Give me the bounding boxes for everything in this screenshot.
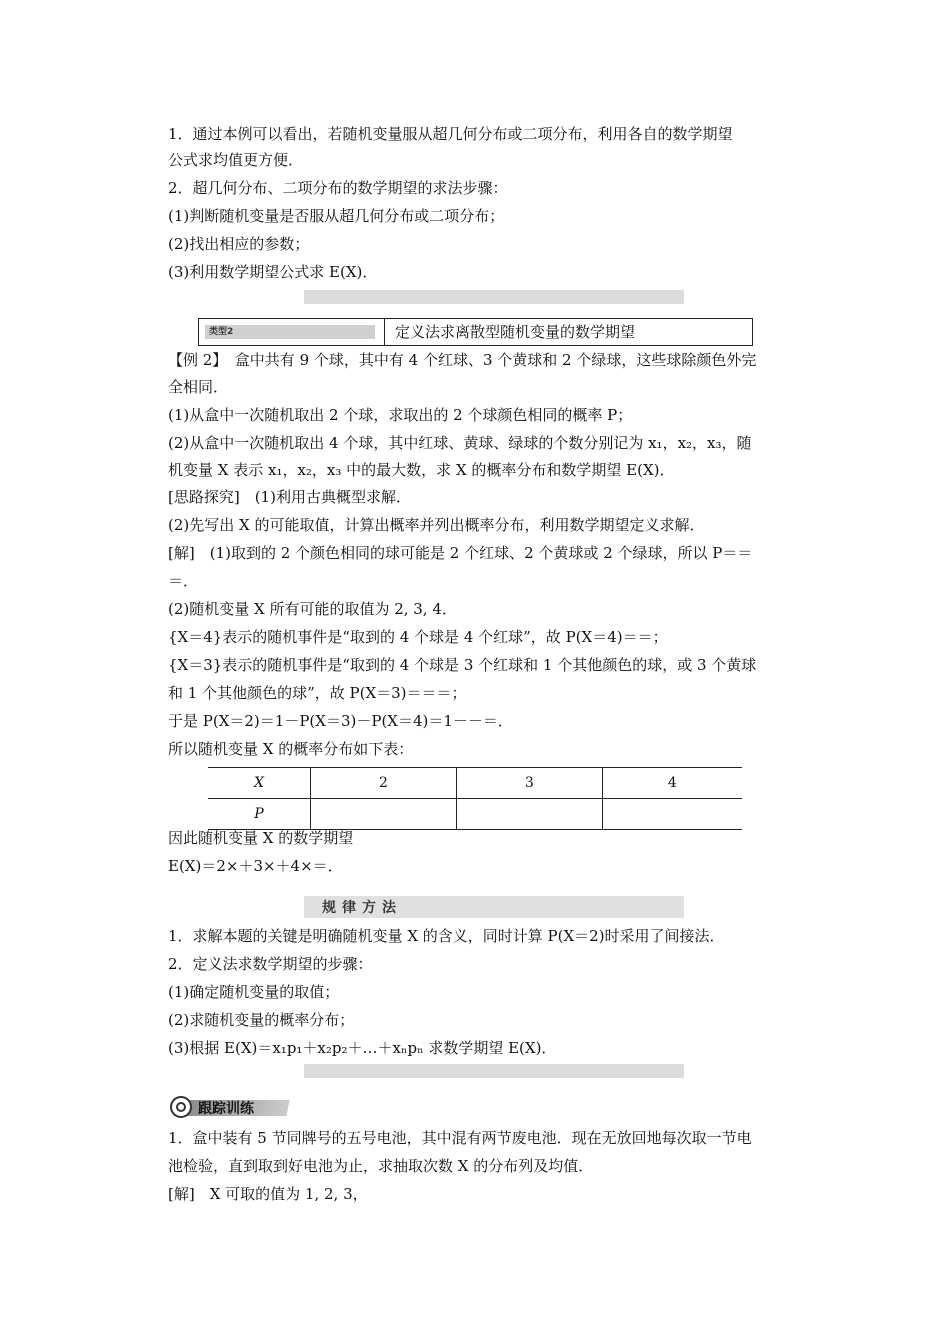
- type-tag-cell: [199, 319, 385, 345]
- training-line-3: [解] X 可取的值为 1, 2, 3，: [168, 1185, 368, 1203]
- table-cell: [311, 799, 457, 830]
- example-line-14: 于是 P(X＝2)＝1－P(X＝3)－P(X＝4)＝1－－＝．: [168, 712, 513, 730]
- example-line-11: {X＝4}表示的随机事件是“取到的 4 个球是 4 个红球”，故 P(X＝4)＝＝；: [168, 628, 668, 646]
- example-line-10: (2)随机变量 X 所有可能的取值为 2, 3, 4．: [168, 600, 457, 618]
- example-line-5: 机变量 X 表示 x₁，x₂，x₃ 中的最大数，求 X 的概率分布和数学期望 E(X)．: [168, 461, 675, 479]
- training-line-2: 池检验，直到取到好电池为止，求抽取次数 X 的分布列及均值．: [168, 1157, 594, 1175]
- example-line-9: ＝．: [168, 572, 199, 590]
- method-line-5: (3)根据 E(X)＝x₁p₁＋x₂p₂＋…＋xₙpₙ 求数学期望 E(X)．: [168, 1039, 557, 1057]
- section-divider-bar: [304, 290, 684, 304]
- training-line-1: 1．盒中装有 5 节同牌号的五号电池，其中混有两节废电池．现在无放回地每次取一节电: [168, 1129, 752, 1147]
- table-cell: 4: [602, 768, 742, 799]
- method-banner: [304, 896, 684, 918]
- example-line-15: 所以随机变量 X 的概率分布如下表：: [168, 740, 414, 758]
- table-cell: P: [208, 799, 311, 830]
- training-banner: [170, 1096, 288, 1118]
- example-line-2: 全相同．: [168, 378, 229, 396]
- intro-line-6: (3)利用数学期望公式求 E(X)．: [168, 263, 378, 281]
- type-title: 定义法求离散型随机变量的数学期望: [395, 323, 636, 341]
- table-row: [208, 799, 742, 830]
- section-divider-bar: [304, 1064, 684, 1078]
- table-cell: 3: [456, 768, 602, 799]
- conclusion-line-2: E(X)＝2×＋3×＋4×＝．: [168, 857, 343, 875]
- intro-line-3: 2．超几何分布、二项分布的数学期望的求法步骤：: [168, 179, 508, 197]
- target-icon: [170, 1096, 192, 1118]
- intro-line-1: 1．通过本例可以看出，若随机变量服从超几何分布或二项分布，利用各自的数学期望: [168, 125, 733, 143]
- conclusion-line-1: 因此随机变量 X 的数学期望: [168, 829, 354, 847]
- method-line-2: 2．定义法求数学期望的步骤：: [168, 955, 373, 973]
- example-line-3: (1)从盒中一次随机取出 2 个球，求取出的 2 个球颜色相同的概率 P；: [168, 406, 633, 424]
- type-heading-box: [198, 318, 753, 346]
- example-line-12: {X＝3}表示的随机事件是“取到的 4 个球是 3 个红球和 1 个其他颜色的球，或 3 个黄球: [168, 656, 757, 674]
- table-cell: 2: [311, 768, 457, 799]
- example-line-4: (2)从盒中一次随机取出 4 个球，其中红球、黄球、绿球的个数分别记为 x₁，x₂，x₃，随: [168, 434, 752, 452]
- example-line-8: [解] (1)取到的 2 个颜色相同的球可能是 2 个红球、2 个黄球或 2 个绿球，所以 P＝＝: [168, 544, 753, 562]
- method-line-3: (1)确定随机变量的取值；: [168, 983, 340, 1001]
- example-line-1: 【例 2】 盒中共有 9 个球，其中有 4 个红球、3 个黄球和 2 个绿球，这些球除颜色外完: [168, 351, 757, 369]
- example-line-13: 和 1 个其他颜色的球”，故 P(X＝3)＝＝＝；: [168, 684, 467, 702]
- training-label: 跟踪训练: [198, 1101, 254, 1117]
- example-line-7: (2)先写出 X 的可能取值，计算出概率并列出概率分布，利用数学期望定义求解．: [168, 516, 705, 534]
- intro-line-2: 公式求均值更方便．: [168, 151, 304, 169]
- intro-line-5: (2)找出相应的参数；: [168, 235, 310, 253]
- type-tag-label: 类型2: [205, 325, 375, 339]
- table-header-row: [208, 768, 742, 799]
- method-line-4: (2)求随机变量的概率分布；: [168, 1011, 355, 1029]
- method-label: 规律方法: [322, 900, 402, 916]
- table-cell: X: [208, 768, 311, 799]
- table-cell: [456, 799, 602, 830]
- method-line-1: 1．求解本题的关键是明确随机变量 X 的含义，同时计算 P(X＝2)时采用了间接法．: [168, 927, 725, 945]
- intro-line-4: (1)判断随机变量是否服从超几何分布或二项分布；: [168, 207, 505, 225]
- table-cell: [602, 799, 742, 830]
- example-line-6: [思路探究] (1)利用古典概型求解．: [168, 488, 411, 506]
- probability-table: [208, 767, 742, 830]
